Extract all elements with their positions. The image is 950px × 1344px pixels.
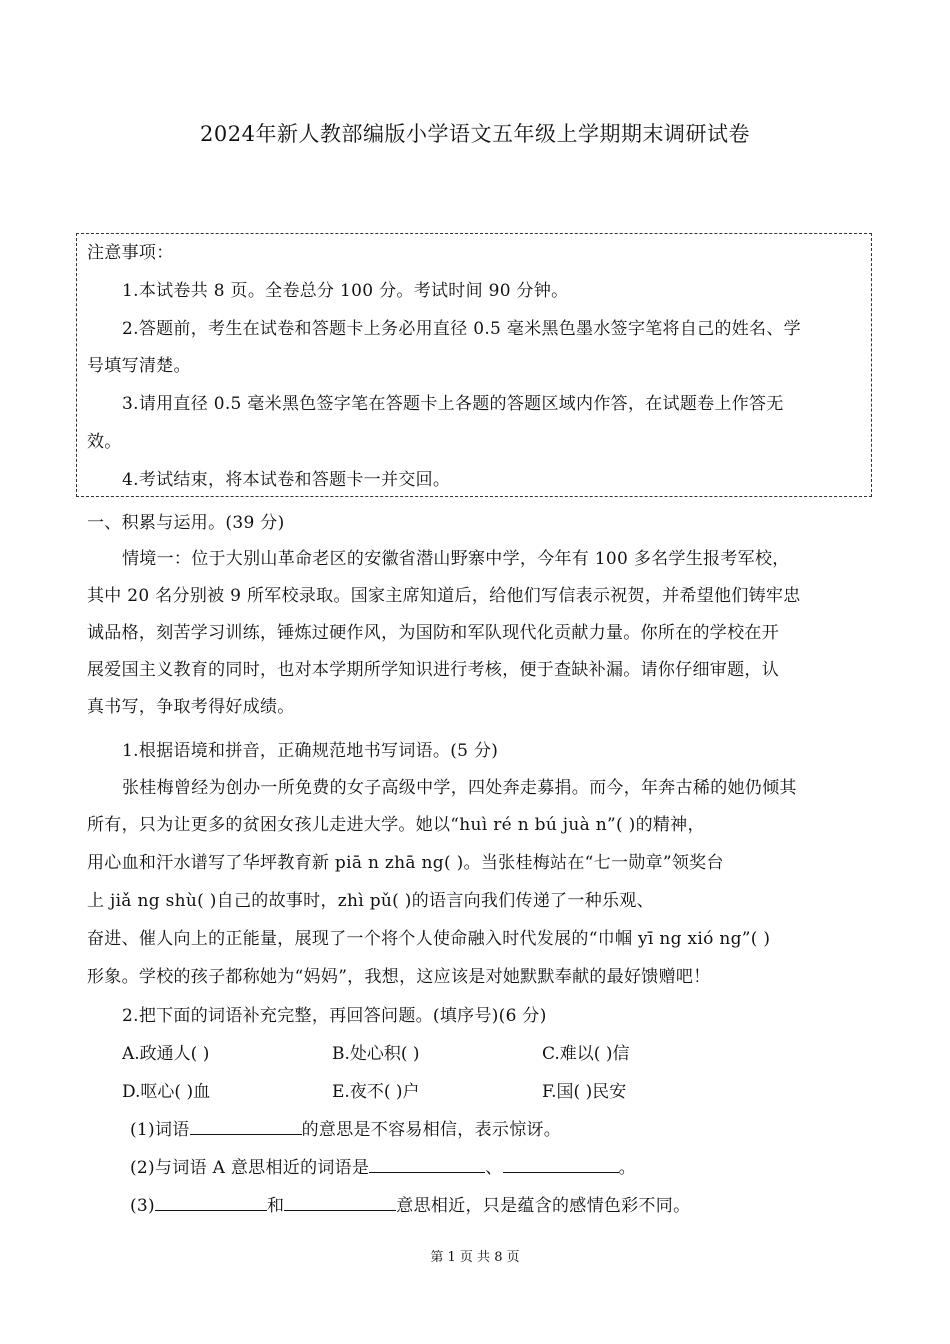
notice-item-2-cont: 号填写清楚。 xyxy=(87,356,191,376)
sub-question-3-tail: 意思相近，只是蕴含的感情色彩不同。 xyxy=(396,1196,691,1216)
notice-item-1: 1.本试卷共 8 页。全卷总分 100 分。考试时间 90 分钟。 xyxy=(122,281,569,301)
context-line-2: 其中 20 名分别被 9 所军校录取。国家主席知道后，给他们写信表示祝贺，并希望他们铸牢忠 xyxy=(87,586,801,606)
sub-question-3-mid: 和 xyxy=(266,1196,285,1216)
question-2-stem: 2.把下面的词语补充完整，再回答问题。(填序号)(6 分) xyxy=(122,1006,547,1026)
sub-question-1-tail: 的意思是不容易相信，表示惊讶。 xyxy=(301,1120,562,1140)
question-1-text-4: 上 jiǎ ng shù( )自己的故事时，zhì pǔ( )的语言向我们传递了一种乐观、 xyxy=(87,891,654,911)
question-1-text-2: 所有，只为让更多的贫困女孩儿走进大学。她以“huì ré n bú juà n”( )的精神， xyxy=(87,815,705,835)
notice-item-4: 4.考试结束，将本试卷和答题卡一并交回。 xyxy=(122,470,451,490)
context-line-1: 情境一：位于大别山革命老区的安徽省潜山野寨中学，今年有 100 多名学生报考军校， xyxy=(122,549,790,569)
section-heading: 一、积累与运用。(39 分) xyxy=(87,513,285,533)
notice-item-2: 2.答题前，考生在试卷和答题卡上务必用直径 0.5 毫米黑色墨水签字笔将自己的姓名、学 xyxy=(122,319,801,339)
sub-question-3-lead: (3) xyxy=(130,1196,155,1216)
sub-question-2-sep: 、 xyxy=(485,1158,503,1178)
context-line-4: 展爱国主义教育的同时，也对本学期所学知识进行考核，便于查缺补漏。请你仔细审题，认 xyxy=(87,660,779,680)
question-1-text-6: 形象。学校的孩子都称她为“妈妈”，我想，这应该是对她默默奉献的最好馈赠吧！ xyxy=(87,967,711,987)
context-line-5: 真书写，争取考得好成绩。 xyxy=(87,697,295,717)
sub-question-1 xyxy=(130,1115,561,1140)
option-e: E.夜不( )户 xyxy=(332,1082,420,1102)
notice-box xyxy=(76,233,872,497)
answer-blank[interactable] xyxy=(284,1194,396,1211)
notice-item-3: 3.请用直径 0.5 毫米黑色签字笔在答题卡上各题的答题区域内作答，在试题卷上作答无 xyxy=(122,394,784,414)
question-1-text-5: 奋进、催人向上的正能量，展现了一个将个人使命融入时代发展的“巾帼 yī ng xió ng”( ) xyxy=(87,929,771,949)
option-a: A.政通人( ) xyxy=(122,1044,210,1064)
question-1-text-3: 用心血和汗水谱写了华坪教育新 piā n zhā ng( )。当张桂梅站在“七一勋章”领奖台 xyxy=(87,853,724,873)
option-f: F.国( )民安 xyxy=(542,1082,627,1102)
sub-question-1-lead: (1)词语 xyxy=(130,1120,190,1140)
answer-blank[interactable] xyxy=(190,1118,302,1135)
question-1-text-1: 张桂梅曾经为创办一所免费的女子高级中学，四处奔走募捐。而今，年奔古稀的她仍倾其 xyxy=(122,778,797,798)
answer-blank[interactable] xyxy=(369,1156,485,1173)
sub-question-2-end: 。 xyxy=(618,1158,636,1178)
option-b: B.处心积( ) xyxy=(332,1044,420,1064)
sub-question-2-lead: (2)与词语 A 意思相近的词语是 xyxy=(130,1158,370,1178)
option-c: C.难以( )信 xyxy=(542,1044,630,1064)
option-d: D.呕心( )血 xyxy=(122,1082,211,1102)
answer-blank[interactable] xyxy=(503,1156,619,1173)
sub-question-3 xyxy=(130,1191,690,1216)
sub-question-2 xyxy=(130,1153,636,1178)
context-line-3: 诚品格，刻苦学习训练，锤炼过硬作风，为国防和军队现代化贡献力量。你所在的学校在开 xyxy=(87,623,779,643)
answer-blank[interactable] xyxy=(155,1194,267,1211)
question-1-stem: 1.根据语境和拼音，正确规范地书写词语。(5 分) xyxy=(122,741,499,761)
notice-heading: 注意事项： xyxy=(87,243,174,263)
notice-item-3-cont: 效。 xyxy=(87,432,122,452)
page-footer: 第 1 页 共 8 页 xyxy=(430,1250,520,1265)
page-title: 2024年新人教部编版小学语文五年级上学期期末调研试卷 xyxy=(200,122,750,146)
